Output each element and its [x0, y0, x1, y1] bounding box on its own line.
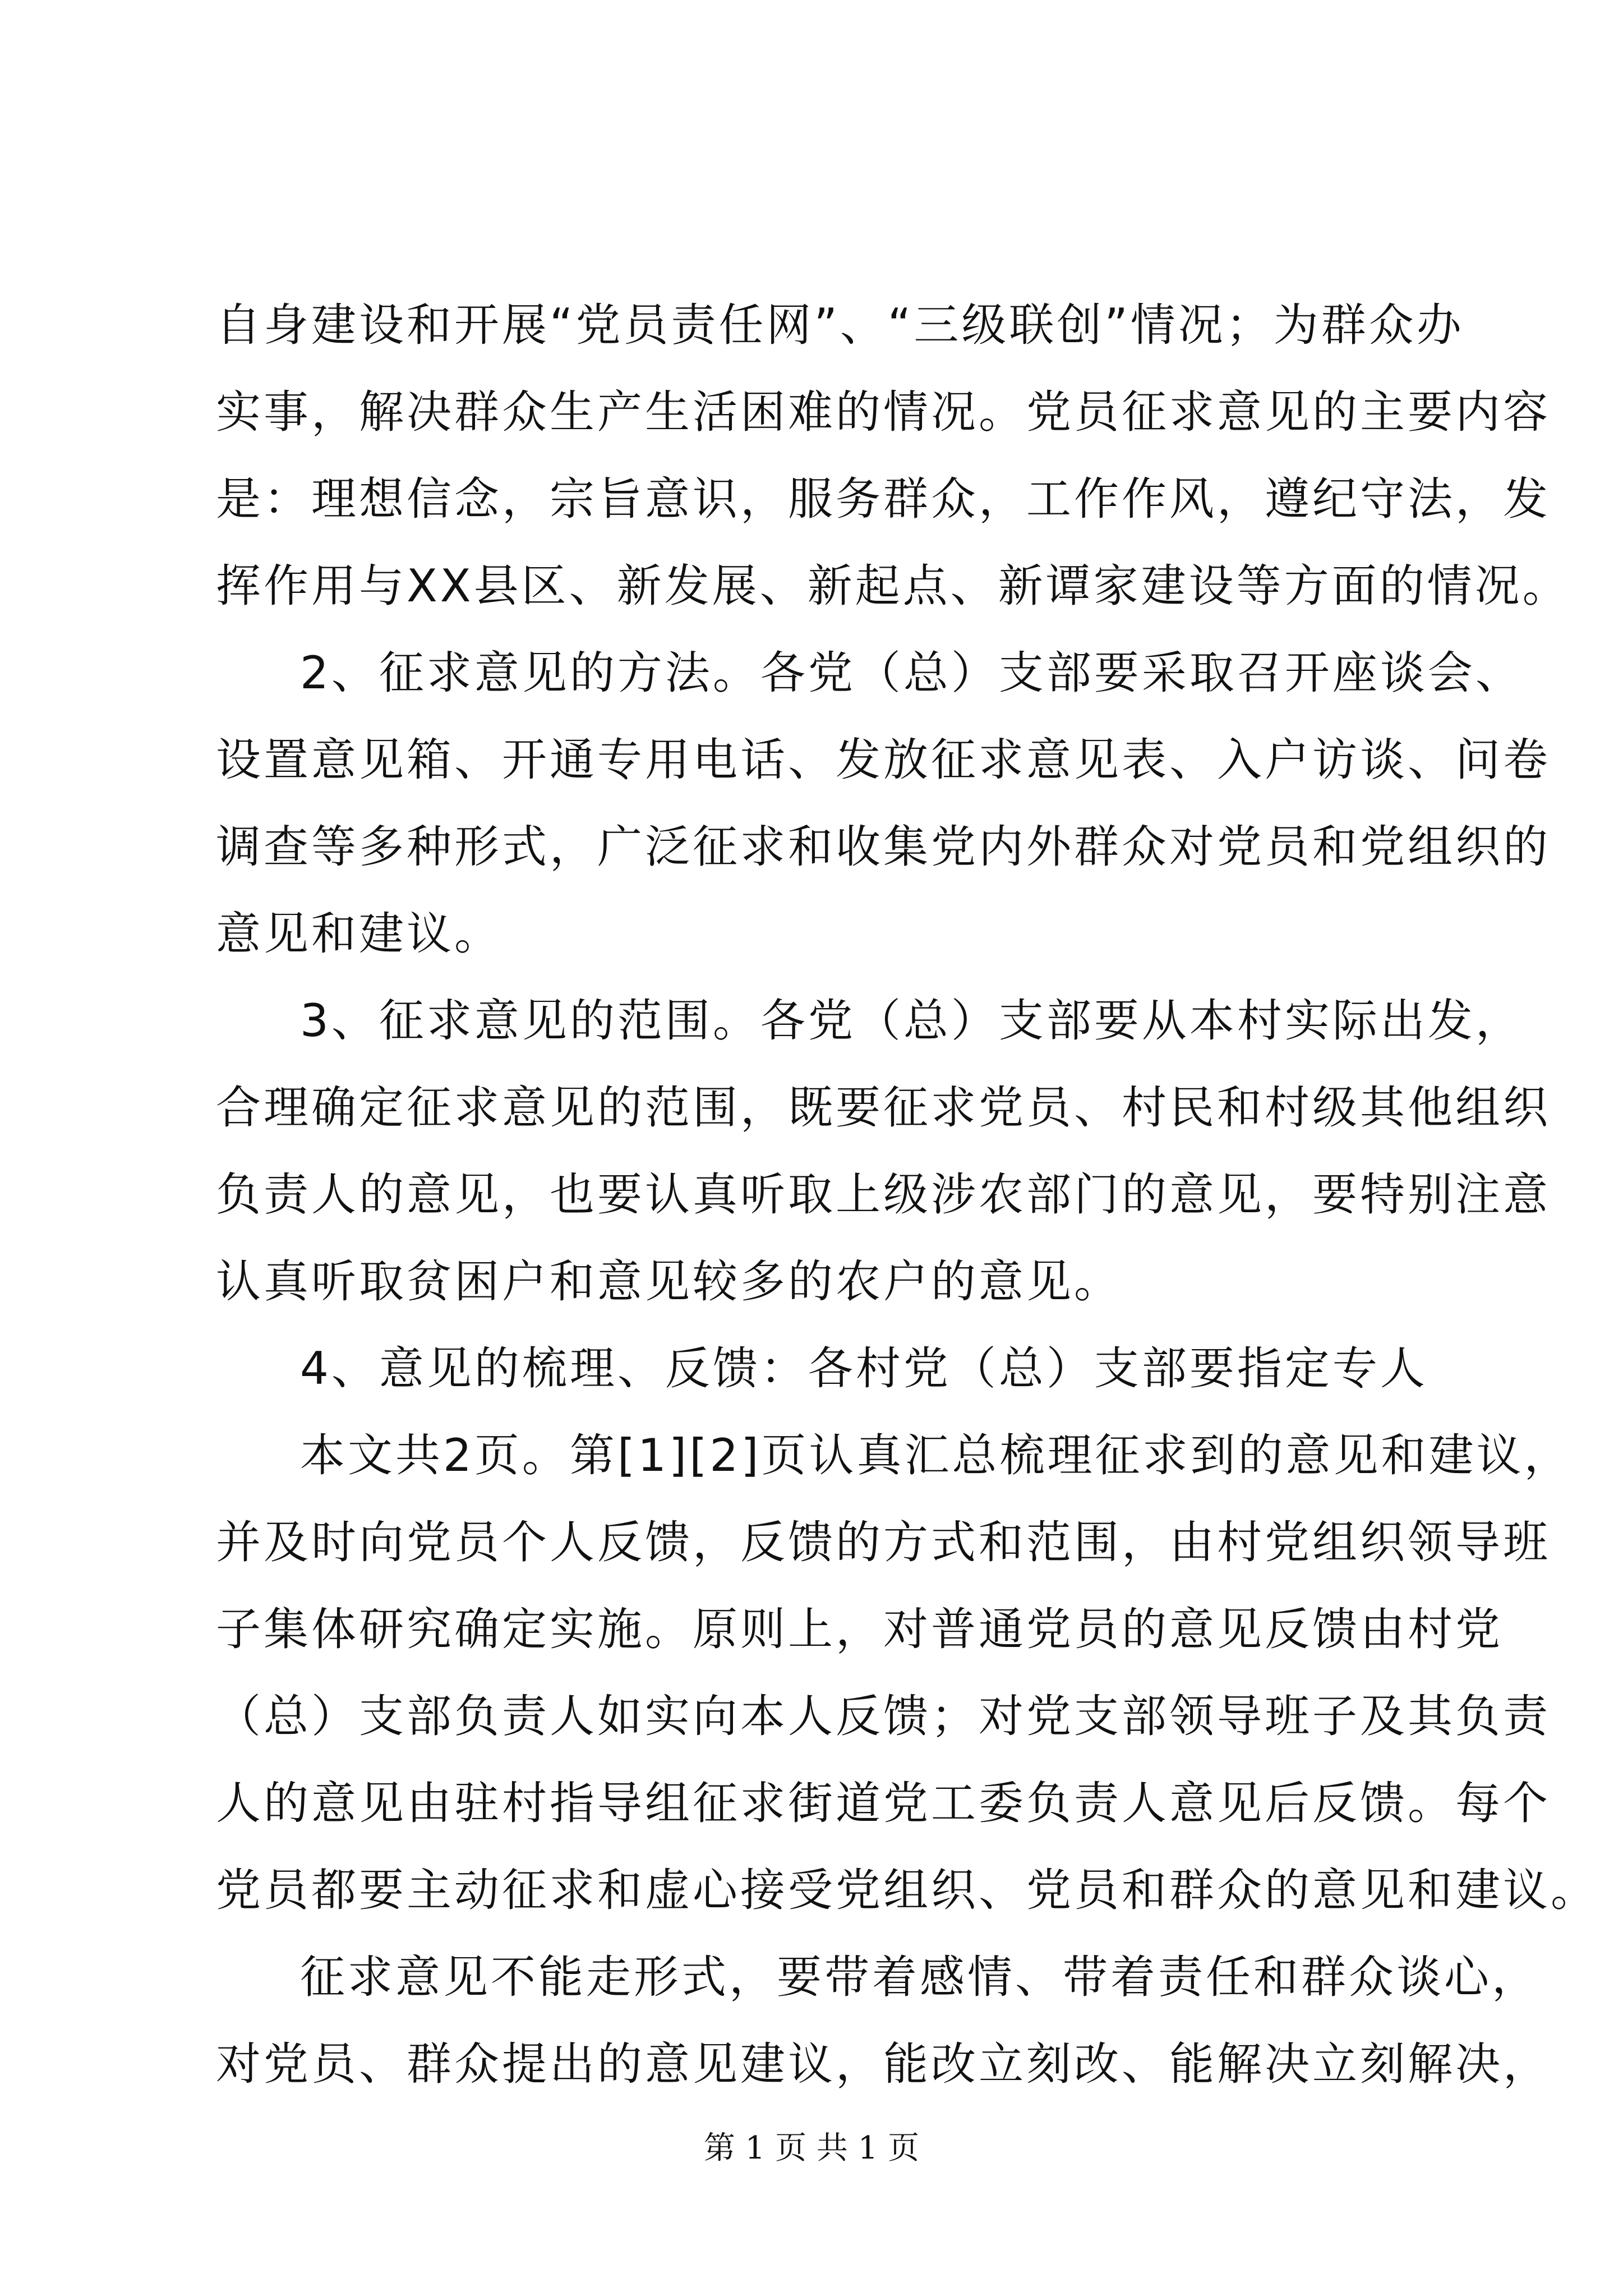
text-line: 党员都要主动征求和虚心接受党组织、党员和群众的意见和建议。 — [216, 1864, 1598, 1916]
text-line: 3、征求意见的范围。各党（总）支部要从本村实际出发， — [300, 995, 1523, 1047]
text-line: 子集体研究确定实施。原则上，对普通党员的意见反馈由村党 — [216, 1603, 1503, 1655]
text-line: 是：理想信念，宗旨意识，服务群众，工作作风，遵纪守法，发 — [216, 473, 1551, 525]
text-line: 合理确定征求意见的范围，既要征求党员、村民和村级其他组织 — [216, 1082, 1551, 1134]
text-line: 征求意见不能走形式，要带着感情、带着责任和群众谈心， — [300, 1951, 1539, 2003]
text-line: 2、征求意见的方法。各党（总）支部要采取召开座谈会、 — [300, 647, 1523, 699]
text-line: 人的意见由驻村指导组征求街道党工委负责人意见后反馈。每个 — [216, 1777, 1551, 1829]
text-line: 负责人的意见，也要认真听取上级涉农部门的意见，要特别注意 — [216, 1168, 1551, 1221]
text-line: 自身建设和开展“党员责任网”、“三级联创”情况；为群众办 — [216, 299, 1464, 351]
text-line: 4、意见的梳理、反馈：各村党（总）支部要指定专人 — [300, 1342, 1428, 1395]
text-line: 实事，解决群众生产生活困难的情况。党员征求意见的主要内容 — [216, 386, 1551, 438]
text-line: 挥作用与XX县区、新发展、新起点、新谭家建设等方面的情况。 — [216, 560, 1570, 612]
text-line: 调查等多种形式，广泛征求和收集党内外群众对党员和党组织的 — [216, 821, 1551, 873]
text-line: 本文共2页。第[1][2]页认真汇总梳理征求到的意见和建议， — [300, 1429, 1572, 1481]
text-line: 意见和建议。 — [216, 908, 502, 960]
text-line: 认真听取贫困户和意见较多的农户的意见。 — [216, 1255, 1122, 1308]
page-footer: 第 1 页 共 1 页 — [703, 2130, 920, 2166]
text-line: 设置意见箱、开通专用电话、发放征求意见表、入户访谈、问卷 — [216, 734, 1551, 786]
text-line: （总）支部负责人如实向本人反馈；对党支部领导班子及其负责 — [216, 1690, 1551, 1742]
text-line: 对党员、群众提出的意见建议，能改立刻改、能解决立刻解决， — [216, 2038, 1551, 2090]
text-line: 并及时向党员个人反馈，反馈的方式和范围，由村党组织领导班 — [216, 1516, 1551, 1568]
